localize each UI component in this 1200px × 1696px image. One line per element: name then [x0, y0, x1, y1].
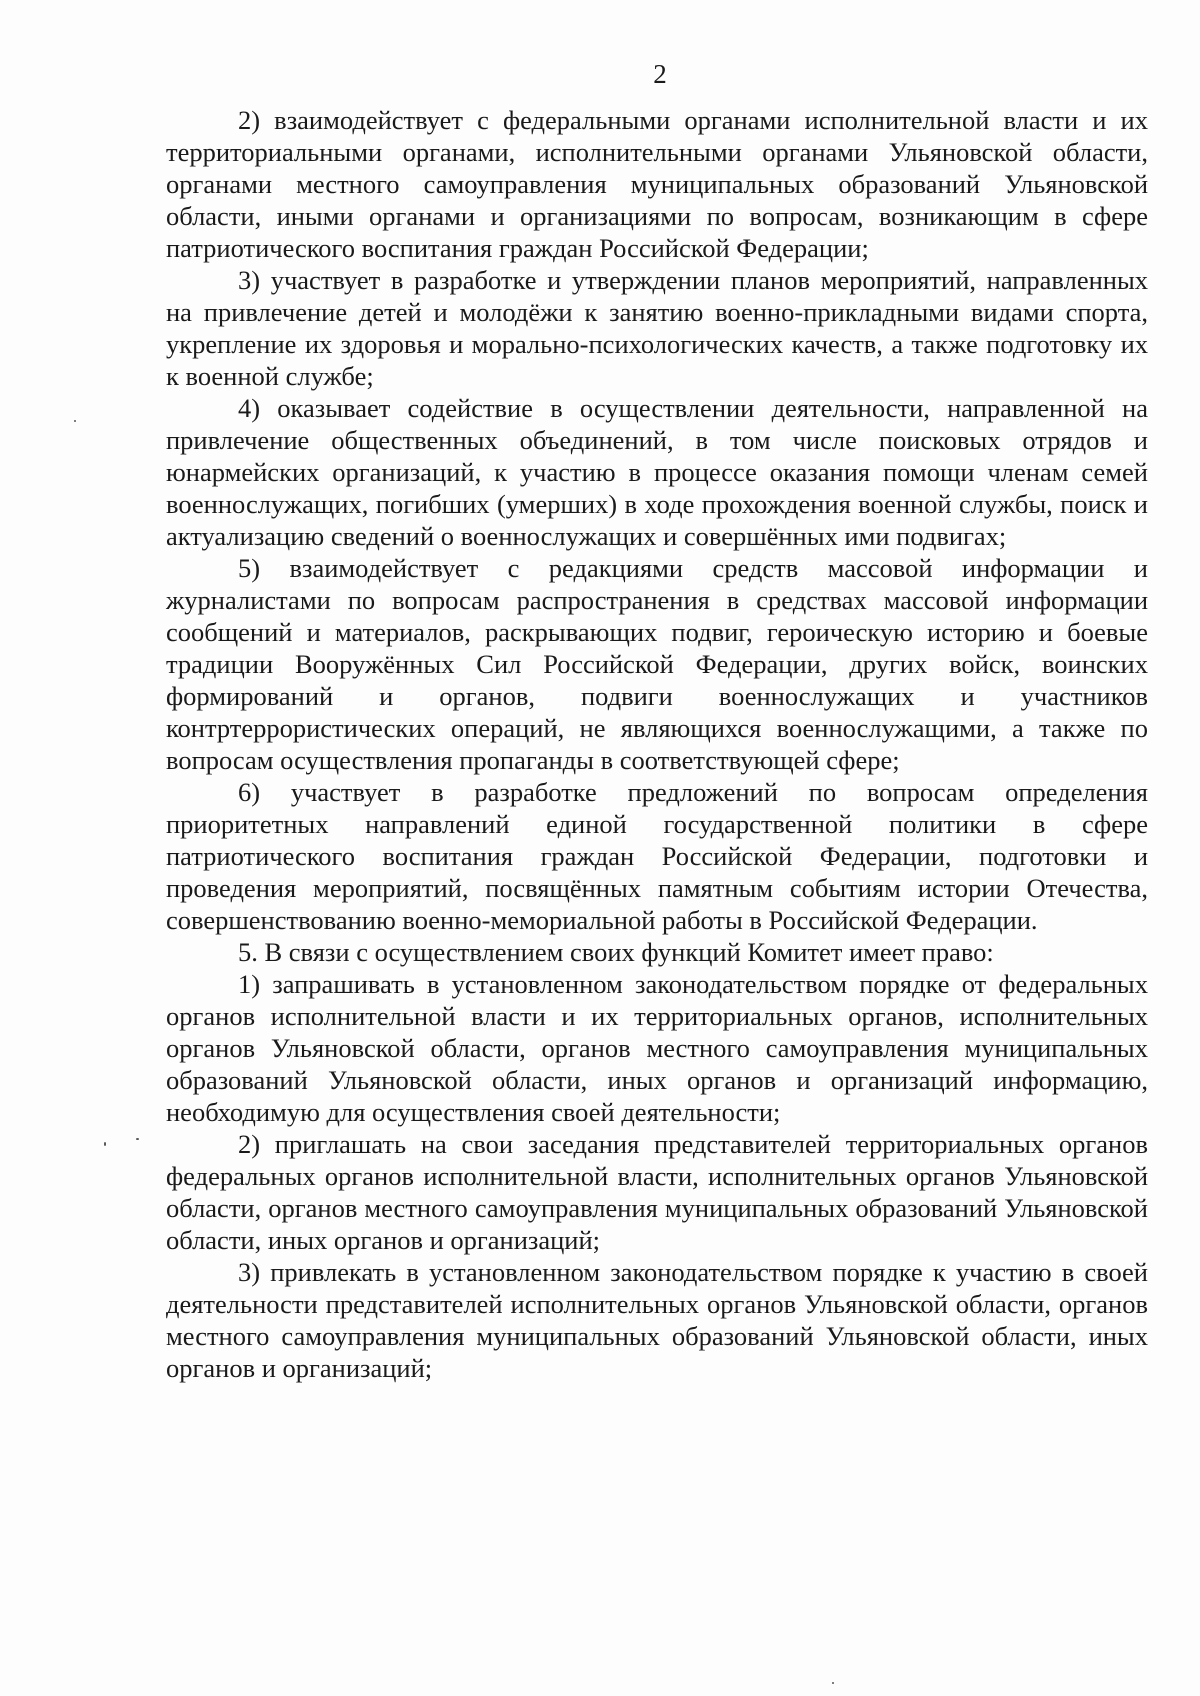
- scan-speck: [74, 420, 76, 422]
- paragraph-right-1-request: 1) запрашивать в установленном законодательством порядке от федеральных органов исполнительной власти и их территориальных органов, исполнительных органов Ульяновской области, органов местного самоуправления муниципальных образований Ульяновской области, иных органов и организаций информацию, необходимую для осуществления своей деятельности;: [166, 969, 1148, 1127]
- paragraph-section-5-rights: 5. В связи с осуществлением своих функций Комитет имеет право:: [238, 937, 994, 967]
- scan-speck: [136, 1138, 139, 1140]
- document-body: [166, 104, 1148, 1384]
- paragraph-item-5-media: 5) взаимодействует с редакциями средств массовой информации и журналистами по вопросам распространения в средствах массовой информации сообщений и материалов, раскрывающих подвиг, героическую историю и боевые традиции Вооружённых Сил Российской Федерации, других войск, воинских формирований и органов, подвиги военнослужащих и участников контртеррористических операций, не являющихся военнослужащими, а также по вопросам осуществления пропаганды в соответствующей сфере;: [166, 553, 1148, 775]
- paragraph-item-2-interaction: 2) взаимодействует с федеральными органами исполнительной власти и их территориальными органами, исполнительными органами Ульяновской области, органами местного самоуправления муниципальных образований Ульяновской области, иными органами и организациями по вопросам, возникающим в сфере патриотического воспитания граждан Российской Федерации;: [166, 105, 1148, 263]
- scan-speck: [104, 1142, 106, 1146]
- paragraph-item-3-plans: 3) участвует в разработке и утверждении планов мероприятий, направленных на привлечение детей и молодёжи к занятию военно-прикладными видами спорта, укрепление их здоровья и морально-психологических качеств, а также подготовку их к военной службе;: [166, 265, 1148, 391]
- scan-speck: [832, 1682, 834, 1684]
- paragraph-item-4-assistance: 4) оказывает содействие в осуществлении деятельности, направленной на привлечение общественных объединений, в том числе поисковых отрядов и юнармейских организаций, к участию в процессе оказания помощи членам семей военнослужащих, погибших (умерших) в ходе прохождения военной службы, поиск и актуализацию сведений о военнослужащих и совершённых ими подвигах;: [166, 393, 1148, 551]
- paragraph-right-2-invite: 2) приглашать на свои заседания представителей территориальных органов федеральных органов исполнительной власти, исполнительных органов Ульяновской области, органов местного самоуправления муниципальных образований Ульяновской области, иных органов и организаций;: [166, 1129, 1148, 1255]
- page-number: 2: [653, 59, 667, 89]
- paragraph-right-3-involve: 3) привлекать в установленном законодательством порядке к участию в своей деятельности представителей исполнительных органов Ульяновской области, органов местного самоуправления муниципальных образований Ульяновской области, иных органов и организаций;: [166, 1257, 1148, 1383]
- paragraph-item-6-proposals: 6) участвует в разработке предложений по вопросам определения приоритетных направлений единой государственной политики в сфере патриотического воспитания граждан Российской Федерации, подготовки и проведения мероприятий, посвящённых памятным событиям истории Отечества, совершенствованию военно-мемориальной работы в Российской Федерации.: [166, 777, 1148, 935]
